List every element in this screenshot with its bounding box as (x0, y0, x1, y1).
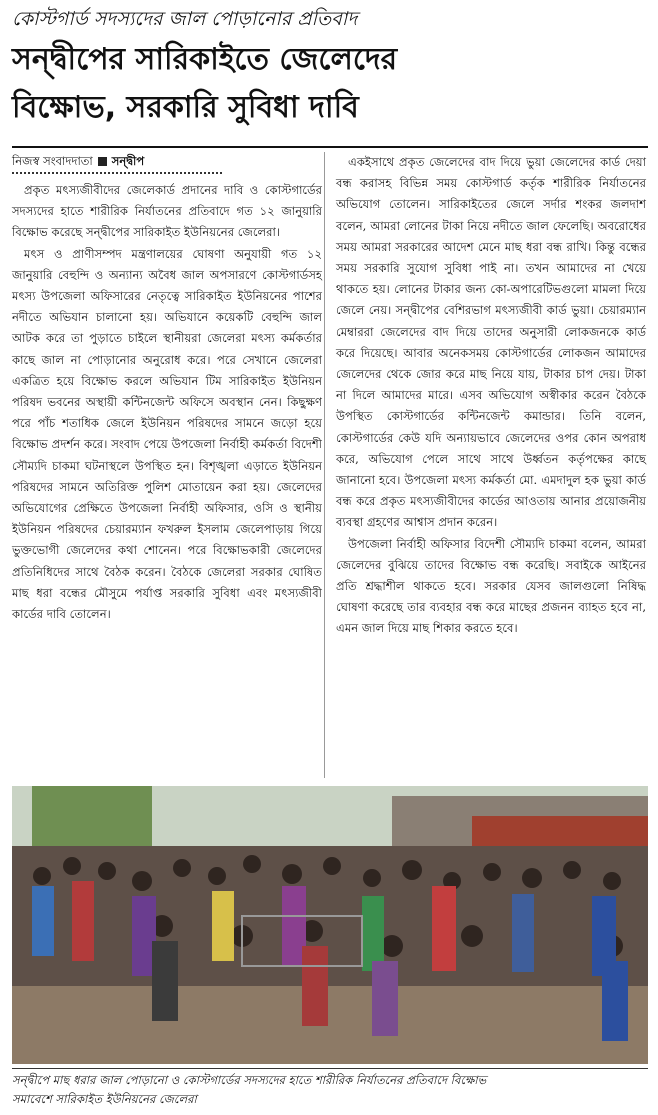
protest-photo (12, 786, 648, 1064)
article-kicker: কোস্টগার্ড সদস্যদের জাল পোড়ানোর প্রতিবাদ (12, 8, 358, 30)
caption-line-2: সমাবেশে সারিকাইত ইউনিয়নের জেলেরা (12, 1092, 197, 1106)
square-bullet-icon (98, 157, 107, 166)
paragraph: মৎস ও প্রাণীসম্পদ মন্ত্রণালয়ের ঘোষণা অনুযায়ী গত ১২ জানুয়ারি বেহুন্দি ও অন্যান্য অবৈধ জাল অপসারণে কোস্টগার্ডসহ মৎস্য উপজেলা অফিসারের নেতৃত্বে সারিকাইত ইউনিয়নের পাশের নদীতে অভিযান চালানো হয়। অভিযানে কয়েকটি বেহুন্দি জাল আটক করে তা পুড়াতে চাইলে স্থানীয়রা জেলেরা মৎস্য কর্মকর্তার কাছে জাল না পোড়ানোর অনুরোধ করে। পরে সেখানে জেলেরা একত্রিত হয়ে বিক্ষোভ করলে অভিযান টিম সারিকাইত ইউনিয়ন পরিষদ ভবনের অস্থায়ী কন্টিনজেন্ট অফিসে অবস্থান নেন। কিছুক্ষণ পরে পাঁচ শতাধিক জেলে ইউনিয়ন পরিষদের সামনে জড়ো হয়ে বিক্ষোভ প্রদর্শন করে। সংবাদ পেয়ে উপজেলা নির্বাহী কর্মকর্তা বিদেশী সৌম্যদি চাকমা ঘটনাস্থলে উপস্থিত হন। বিশৃঙ্খলা এড়াতে ইউনিয়ন পরিষদের সামনে অতিরিক্ত পুলিশ মোতায়েন করা হয়। জেলেদের অভিযোগের প্রেক্ষিতে উপজেলা নির্বাহী অফিসার, ওসি ও স্থানীয় ইউনিয়ন পরিষদের চেয়ারম্যান ফখরুল ইসলাম জেলেপাড়ায় গিয়ে ভুক্তভোগী জেলেদের কথা শোনেন। পরে বিক্ষোভকারী জেলেদের প্রতিনিধিদের সাথে বৈঠক করেন। বৈঠকে জেলেরা সরকার ঘোষিত মাছ ধরা বন্ধের মৌসুমে পর্যাপ্ত সরকারি সুবিধা এবং মৎস্যজীবী কার্ডের দাবি তোলেন। (12, 246, 322, 622)
headline-rule (12, 146, 648, 148)
headline-line-2: বিক্ষোভ, সরকারি সুবিধা দাবি (12, 90, 359, 125)
paragraph: একইসাথে প্রকৃত জেলেদের বাদ দিয়ে ভুয়া জেলেদের কার্ড দেয়া বন্ধ করাসহ বিভিন্ন সময় কোস্টগার্ড কর্তৃক শারীরিক নির্যাতনের অভিযোগ তোলেন। সারিকাইতের জেলে সর্দার শংকর জলদাশ বলেন, আমরা লোনের টাকা নিয়ে নদীতে জাল ফেলেছি। অবরোধের সময় আমরা সরকারের আদেশ মেনে মাছ ধরা বন্ধ রাখি। কিন্তু বন্ধের সময় সরকারি সুযোগ সুবিধা পাই না। তখন আমাদের না খেয়ে থাকতে হয়। লোনের টাকার জন্য কো-অপারেটিভগুলো মামলা দিয়ে জেলে নেয়। সন্দ্বীপের বেশিরভাগ মৎস্যজীবী কার্ড ভুয়া। চেয়ারম্যান মেম্বাররা জেলেদের বাদ দিয়ে তাদের অনুসারী লোকজনকে কার্ড করে দিয়েছে। আবার অনেকসময় কোস্টগার্ডের লোকজন আমাদের জেলেদের থেকে জোর করে মাছ নিয়ে যায়, টাকার চাপ দেয়। টাকা না দিলে আমাদের মারে। এসব অভিযোগ অস্বীকার করেন বৈঠকে উপস্থিত কোস্টগার্ডের কন্টিনজেন্ট কমান্ডার। তিনি বলেন, কোস্টগার্ডের কেউ যদি অন্যায়ভাবে জেলেদের ওপর কোন অপরাধ করে, অভিযোগ পেলে সাথে সাথে উর্ধ্বতন কর্তৃপক্ষের কাছে জানানো হবে। উপজেলা মৎস্য কর্মকর্তা মো. এমদাদুল হক ভুয়া কার্ড বন্ধ করে প্রকৃত মৎস্যজীবীদের কার্ডের আওতায় আনার প্রয়োজনীয় ব্যবস্থা গ্রহণের আশ্বাস প্রদান করেন। (336, 155, 646, 530)
column-divider (324, 152, 325, 778)
paragraph: উপজেলা নির্বাহী অফিসার বিদেশী সৌম্যদি চাকমা বলেন, আমরা জেলেদের বুঝিয়ে তাদের বিক্ষোভ বন্ধ করেছি। সবাইকে আইনের প্রতি শ্রদ্ধাশীল থাকতে হবে। সরকার যেসব জালগুলো নিষিদ্ধ ঘোষণা করেছে তার ব্যবহার বন্ধ করে মাছের প্রজনন ব্যাহত হবে না, এমন জাল দিয়ে মাছ শিকার করতে হবে। (336, 536, 646, 636)
byline (12, 152, 222, 174)
headline-line-1: সন্দ্বীপের সারিকাইতে জেলেদের (12, 42, 398, 77)
byline-reporter: নিজস্ব সংবাদদাতা (12, 154, 93, 168)
article-column-right (336, 152, 646, 640)
article-headline (12, 36, 648, 132)
protest-photo-illustration (12, 786, 648, 1064)
byline-place: সন্দ্বীপ (111, 154, 145, 168)
photo-caption (12, 1068, 648, 1109)
caption-line-1: সন্দ্বীপে মাছ ধরার জাল পোড়ানো ও কোস্টগার্ডের সদস্যদের হাতে শারীরিক নির্যাতনের প্রতিবাদে বিক্ষোভ (12, 1073, 487, 1087)
article-column-left (12, 152, 322, 625)
paragraph: প্রকৃত মৎস্যজীবীদের জেলেকার্ড প্রদানের দাবি ও কোস্টগার্ডের সদস্যদের হাতে শারীরিক নির্যাতনের প্রতিবাদে গত ১২ জানুয়ারি বিক্ষোভ করেছে সন্দ্বীপের সারিকাইত ইউনিয়নের জেলেরা। (12, 183, 322, 240)
